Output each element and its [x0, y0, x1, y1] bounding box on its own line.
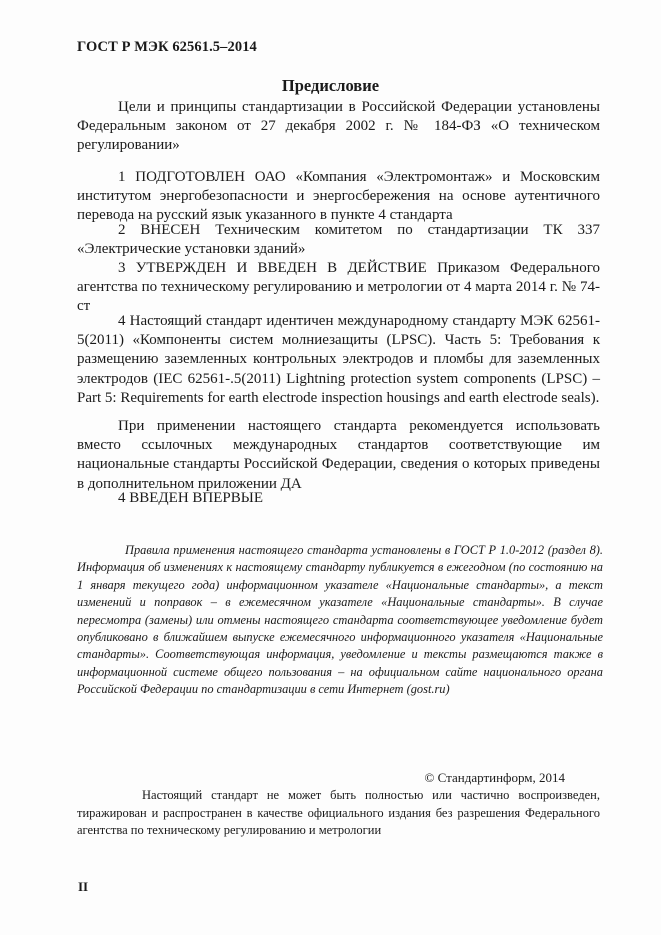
foreword-intro — [77, 98, 600, 156]
document-code: ГОСТ Р МЭК 62561.5–2014 — [77, 39, 257, 55]
item-4-paragraph: 4 Настоящий стандарт идентичен международному стандарту МЭК 62561-5(2011) «Компоненты систем молниезащиты (LPSC). Часть 5: Требования к размещению заземленных контрольных электродов и пломбы для заземленных электродов (IEC 62561-.5(2011) Lightning protection system components (LPSC) – Part 5: Requirements for earth electrode inspection housings and earth electrode seals). — [77, 313, 600, 406]
item-2-paragraph: 2 ВНЕСЕН Техническим комитетом по стандартизации ТК 337 «Электрические установки зданий» — [77, 222, 600, 258]
rules-note — [77, 542, 603, 699]
foreword-item-1 — [77, 168, 600, 226]
item-1-paragraph: 1 ПОДГОТОВЛЕН ОАО «Компания «Электромонтаж» и Московским институтом энергобезопасности и энергосбережения на основе аутентичного перевода на русский язык указанного в пункте 4 стандарта — [77, 169, 600, 224]
reproduction-notice-paragraph: Настоящий стандарт не может быть полностью или частично воспроизведен, тиражирован и распространен в качестве официального издания без разрешения Федерального агентства по техническому регулированию и метрологии — [77, 788, 600, 838]
reproduction-notice — [77, 787, 600, 840]
item-3-paragraph: 3 УТВЕРЖДЕН И ВВЕДЕН В ДЕЙСТВИЕ Приказом Федерального агентства по техническому регулированию и метрологии от 4 марта 2014 г. № 74-ст — [77, 260, 600, 315]
rules-note-paragraph: Правила применения настоящего стандарта установлены в ГОСТ Р 1.0-2012 (раздел 8). Информация об изменениях к настоящему стандарту публикуется в ежегодном (по состоянию на 1 января текущего года) информационном указателе «Национальные стандарты», а текст изменений и поправок – в ежемесячном указателе «Национальные стандарты». В случае пересмотра (замены) или отмены настоящего стандарта соответствующее уведомление будет опубликовано в ближайшем выпуске ежемесячного информационного указателя «Национальные стандарты». Соответствующая информация, уведомление и тексты размещаются также в информационной системе общего пользования – на официальном сайте национального органа Российской Федерации по стандартизации в сети Интернет (gost.ru) — [77, 543, 603, 697]
foreword-item-3 — [77, 259, 600, 317]
item-4-note-paragraph: При применении настоящего стандарта рекомендуется использовать вместо ссылочных международных стандартов соответствующие им национальные стандарты Российской Федерации, сведения о которых приведены в дополнительном приложении ДА — [77, 418, 600, 492]
foreword-title: Предисловие — [281, 76, 380, 95]
item-5-paragraph: 4 ВВЕДЕН ВПЕРВЫЕ — [118, 490, 263, 506]
foreword-item-5 — [77, 489, 600, 508]
intro-paragraph: Цели и принципы стандартизации в Российской Федерации установлены Федеральным законом от 27 декабря 2002 г. № 184-ФЗ «О техническом регулировании» — [77, 99, 600, 154]
foreword-item-2 — [77, 221, 600, 259]
foreword-item-4-note — [77, 417, 600, 494]
page-number: II — [78, 879, 89, 894]
foreword-item-4 — [77, 312, 600, 408]
copyright-line: © Стандартинформ, 2014 — [424, 770, 565, 785]
